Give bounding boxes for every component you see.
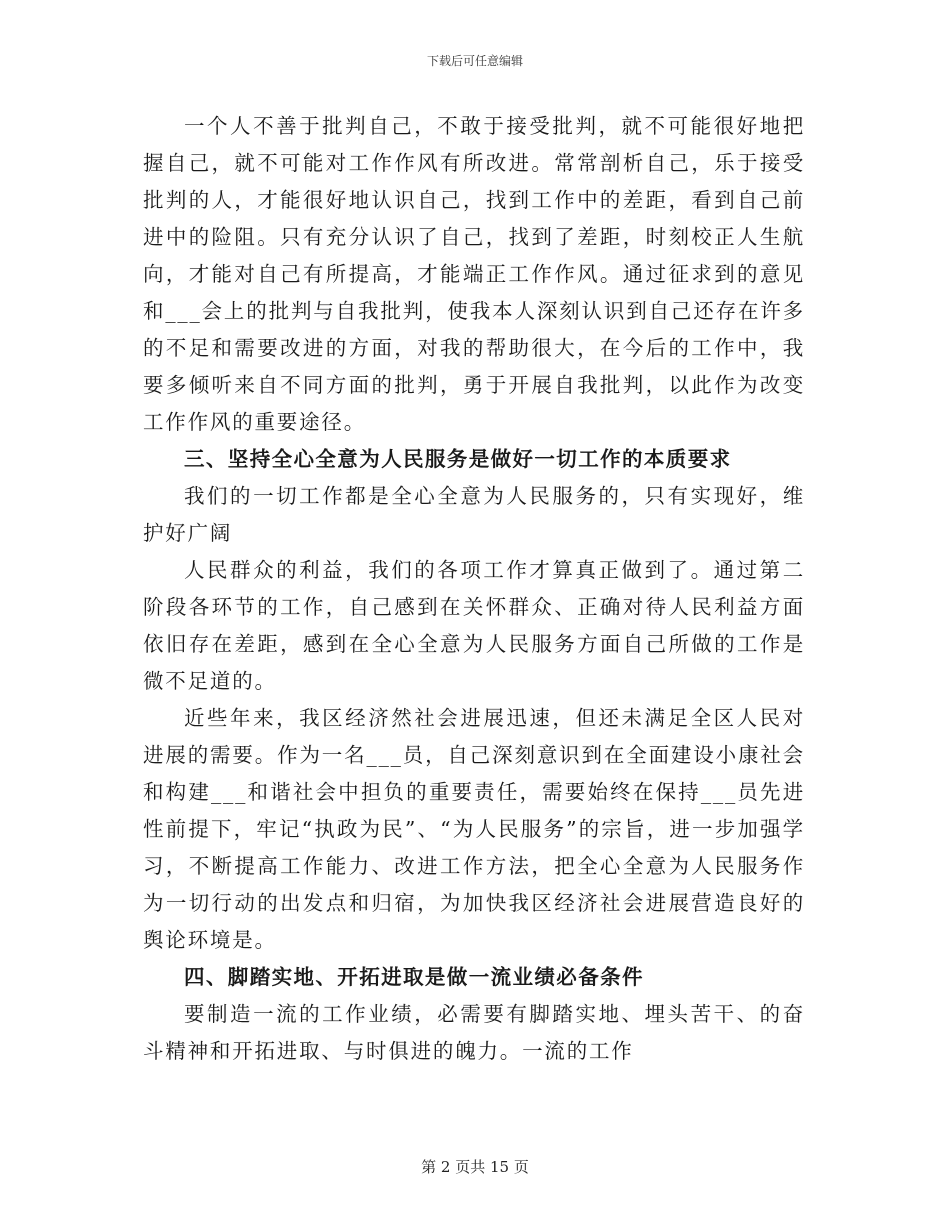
paragraph-first-class: 要制造一流的工作业绩，必需要有脚踏实地、埋头苦干、的奋斗精神和开拓进取、与时俱进的魄力。一流的工作 <box>143 1002 805 1063</box>
paragraph-people-interest: 人民群众的利益，我们的各项工作才算真正做到了。通过第二阶段各环节的工作，自己感到在关怀群众、正确对待人民利益方面依旧存在差距，感到在全心全意为人民服务方面自己所做的工作是微不足道的。 <box>143 558 805 693</box>
paragraph-self-criticism: 一个人不善于批判自己，不敢于接受批判，就不可能很好地把握自己，就不可能对工作作风有所改进。常常剖析自己，乐于接受批判的人，才能很好地认识自己，找到工作中的差距，看到自己前进中的险阻。只有充分认识了自己，找到了差距，时刻校正人生航向，才能对自己有所提高，才能端正工作作风。通过征求到的意见和___会上的批判与自我批判，使我本人深刻认识到自己还存在许多的不足和需要改进的方面，对我的帮助很大，在今后的工作中，我要多倾听来自不同方面的批判，勇于开展自我批判，以此作为改变工作作风的重要途径。 <box>143 114 805 434</box>
section-heading-4: 四、脚踏实地、开拓进取是做一流业绩必备条件 <box>184 965 644 989</box>
page-header: 下载后可任意编辑 <box>426 54 523 68</box>
paragraph-serve-people: 我们的一切工作都是全心全意为人民服务的，只有实现好，维护好广阔 <box>143 484 805 545</box>
section-heading-3: 三、坚持全心全意为人民服务是做好一切工作的本质要求 <box>184 447 732 471</box>
document-body <box>143 108 805 1070</box>
page-number: 第 2 页共 15 页 <box>421 1158 529 1176</box>
paragraph-development: 近些年来，我区经济然社会进展迅速，但还未满足全区人民对进展的需要。作为一名___员，自己深刻意识到在全面建设小康社会和构建___和谐社会中担负的重要责任，需要始终在保持___员先进性前提下，牢记“执政为民”、“为人民服务”的宗旨，进一步加强学习，不断提高工作能力、改进工作方法，把全心全意为人民服务作为一切行动的出发点和归宿，为加快我区经济社会进展营造良好的舆论环境是。 <box>143 706 805 952</box>
